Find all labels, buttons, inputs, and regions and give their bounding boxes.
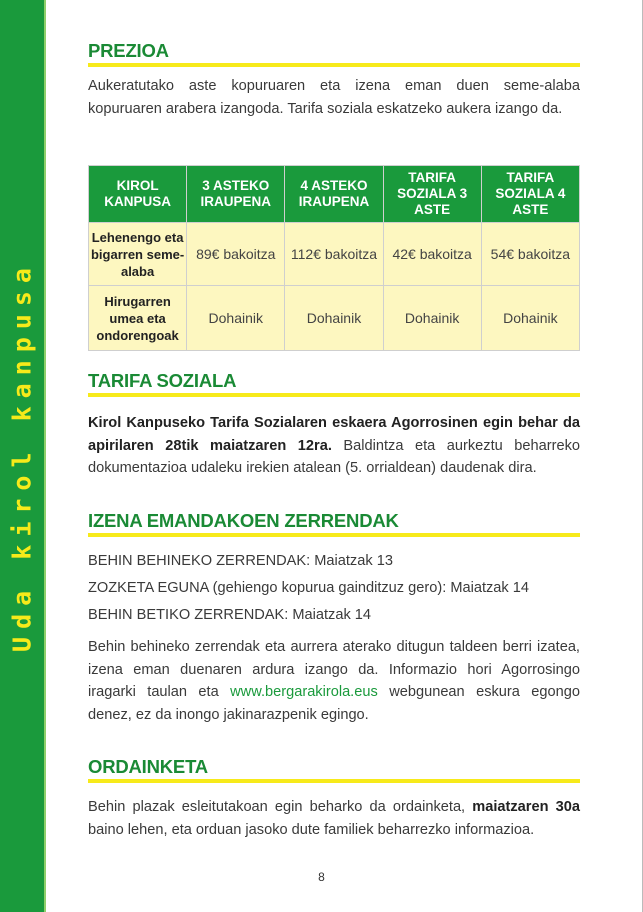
table-cell: Dohainik [187,286,285,351]
ordainketa-text-after: baino lehen, eta orduan jasoko dute familiek beharrezko informazioa. [88,821,535,838]
table-row [89,223,580,286]
list-date-line: BEHIN BEHINEKO ZERRENDAK: Maiatzak 13 [88,553,393,569]
zerrendak-text-before: Behin behineko zerrendak eta aurrera aterako ditugun taldeen berri izatea, izena eman duenaren ardura izango da. Informazio hori Agorrosingo iragarki taulan eta [88,639,580,700]
table-header: KIROL KANPUSA [89,166,187,223]
table-cell: 54€ bakoitza [481,223,579,286]
table-cell: Dohainik [285,286,383,351]
heading-prezioa: PREZIOA [88,40,580,67]
ordainketa-text-before: Behin plazak esleitutakoan egin beharko da ordainketa, [88,799,473,815]
table-cell: 42€ bakoitza [383,223,481,286]
table-cell: Dohainik [383,286,481,351]
row-label: Lehenengo eta bigarren seme-alaba [89,223,187,286]
tarifa-paragraph [88,412,580,480]
tarifa-rest-text: Baldintza eta aurkeztu beharreko dokumentazioa udaleku irekien atalean (5. orrialdean) daudenak dira. [88,437,580,476]
table-cell: 89€ bakoitza [187,223,285,286]
table-header: TARIFA SOZIALA 4 ASTE [481,166,579,223]
website-link[interactable]: www.bergarakirola.eus [230,684,378,700]
list-date-line: BEHIN BETIKO ZERRENDAK: Maiatzak 14 [88,607,372,623]
table-row [89,286,580,351]
zerrendak-text-after: webgunean eskura egongo denez, ez da inongo jakinarazpenik egingo. [88,684,580,723]
heading-tarifa-soziala: TARIFA SOZIALA [88,370,580,397]
list-date-line: ZOZKETA EGUNA (gehiengo kopurua gainditzuz gero): Maiatzak 14 [88,580,530,596]
heading-zerrendak: IZENA EMANDAKOEN ZERRENDAK [88,510,580,537]
price-table-header-row [89,166,580,223]
page-number: 8 [318,870,325,884]
prezioa-intro: Aukeratutako aste kopuruaren eta izena eman duen seme-alaba kopuruaren arabera izangoda. Tarifa soziala eskatzeko aukera izango da. [88,78,580,117]
table-cell: 112€ bakoitza [285,223,383,286]
tarifa-bold-text: Kirol Kanpuseko Tarifa Sozialaren eskaera Agorrosinen egin behar da apirilaren 28tik maiatzaren 12ra. [88,415,580,454]
sidebar-vertical-title: Uda kirol kanpusa [7,260,37,652]
zerrendak-paragraph [88,636,580,726]
table-header: 4 ASTEKO IRAUPENA [285,166,383,223]
table-header: TARIFA SOZIALA 3 ASTE [383,166,481,223]
table-header: 3 ASTEKO IRAUPENA [187,166,285,223]
side-band [0,0,46,912]
price-table [88,165,580,351]
ordainketa-paragraph [88,796,580,841]
ordainketa-bold-date: maiatzaren 30a [472,799,580,815]
table-cell: Dohainik [481,286,579,351]
heading-ordainketa: ORDAINKETA [88,756,580,783]
row-label: Hirugarren umea eta ondorengoak [89,286,187,351]
